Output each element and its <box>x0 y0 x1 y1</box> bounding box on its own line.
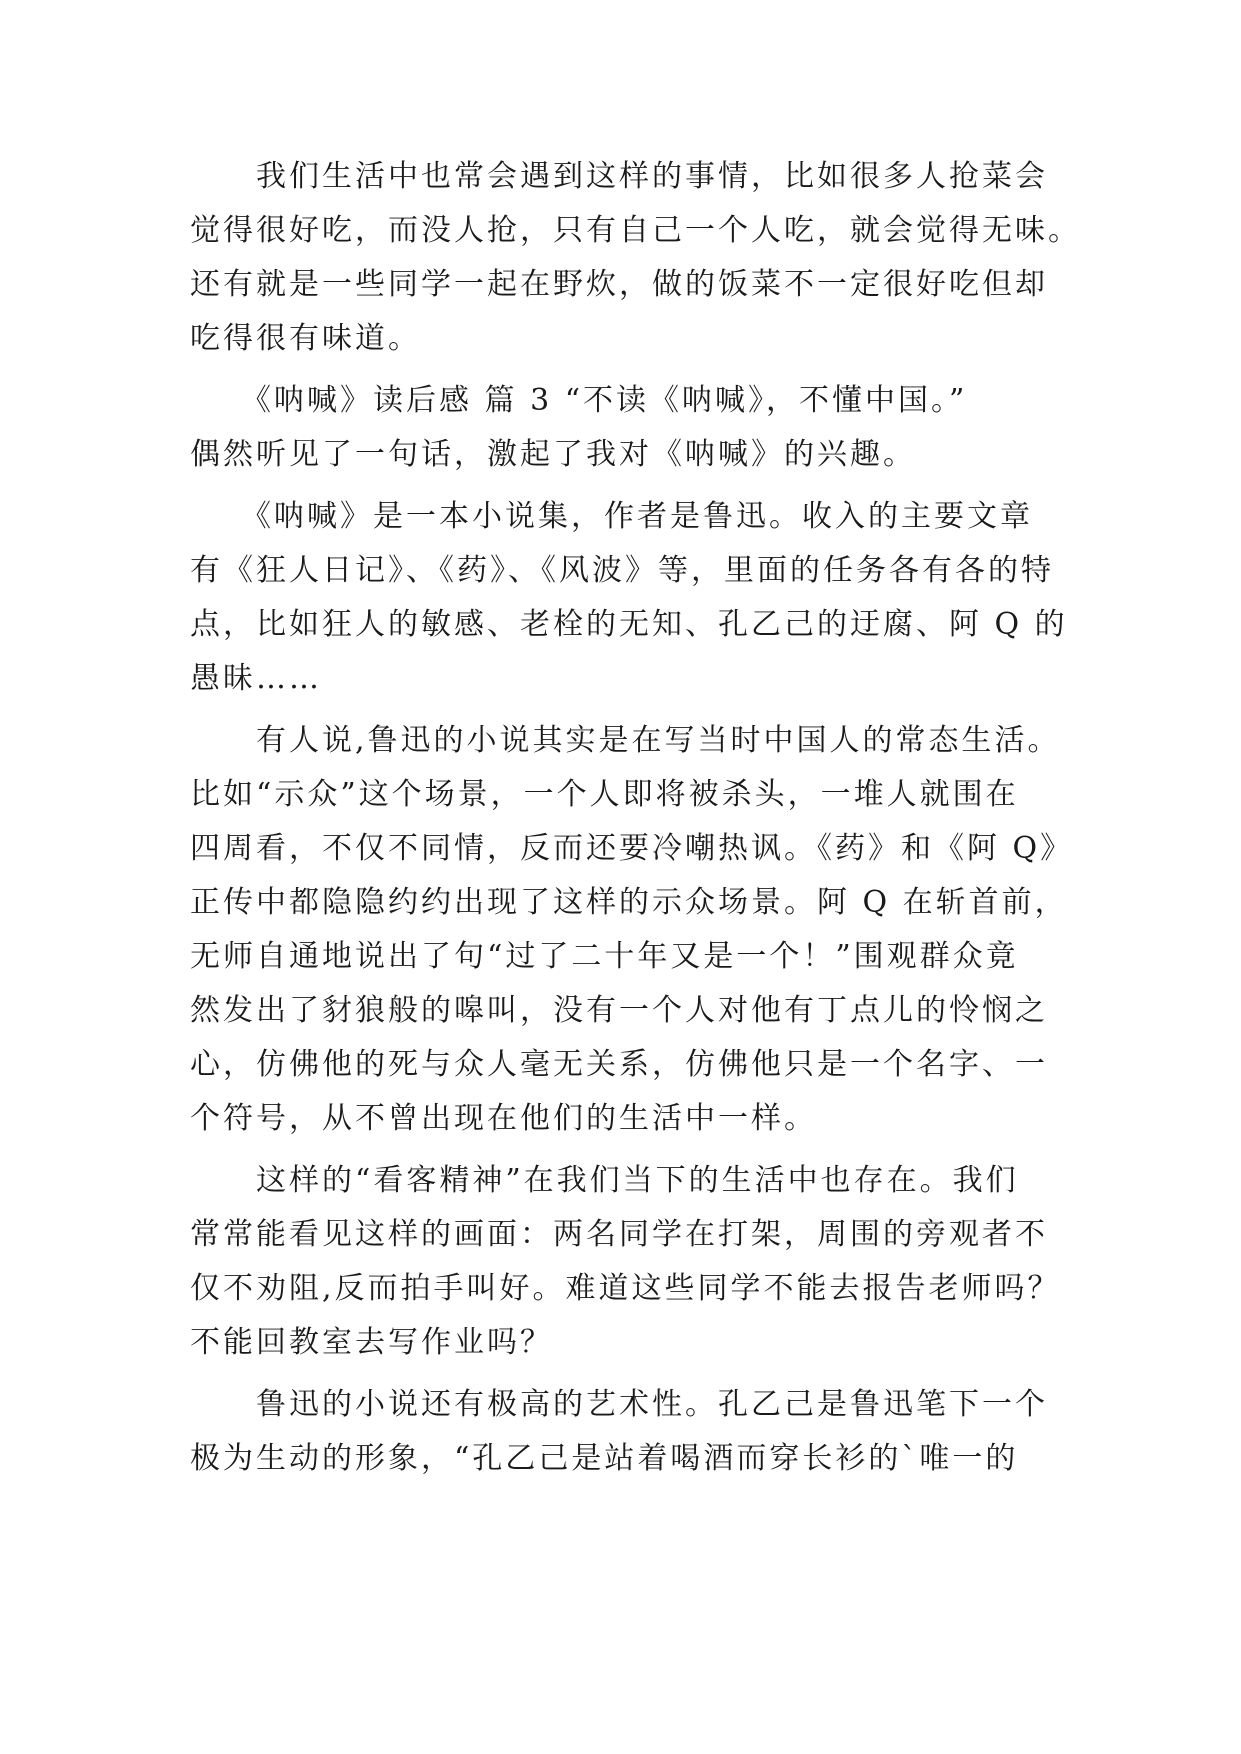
paragraph-gap <box>190 1146 1050 1154</box>
text-line: 正传中都隐隐约约出现了这样的示众场景。阿 Q 在斩首前， <box>190 885 1068 920</box>
text-line: 愚昧…… <box>190 661 322 696</box>
paragraph <box>190 1378 1050 1486</box>
text-line: 觉得很好吃，而没人抢，只有自己一个人吃，就会觉得无味。 <box>190 213 1081 248</box>
text-line: 极为生动的形象，“孔乙己是站着喝酒而穿长衫的`唯一的 <box>190 1441 1019 1476</box>
text-line: 四周看，不仅不同情，反而还要冷嘲热讽。《药》和《阿 Q》 <box>190 831 1074 866</box>
section-heading-line: 《呐喊》读后感 篇 3 “不读《呐喊》，不懂中国。” <box>190 383 968 418</box>
document-body <box>190 150 1081 1486</box>
text-line: 常常能看见这样的画面：两名同学在打架，周围的旁观者不 <box>190 1217 1048 1252</box>
text-line: 这样的“看客精神”在我们当下的生活中也存在。我们 <box>190 1163 1019 1198</box>
text-line: 偶然听见了一句话，激起了我对《呐喊》的兴趣。 <box>190 437 916 472</box>
paragraph-gap <box>190 366 1050 374</box>
text-line: 有《狂人日记》、《药》、《风波》等，里面的任务各有各的特 <box>190 553 1054 588</box>
paragraph <box>190 490 1068 706</box>
text-line: 有人说,鲁迅的小说其实是在写当时中国人的常态生活。 <box>190 723 1061 758</box>
text-line: 然发出了豺狼般的嗥叫，没有一个人对他有丁点儿的怜悯之 <box>190 993 1048 1028</box>
text-line: 比如“示众”这个场景，一个人即将被杀头，一堆人就围在 <box>190 777 1019 812</box>
paragraph <box>190 714 1074 1146</box>
text-line: 不能回教室去写作业吗？ <box>190 1325 553 1360</box>
text-line: 仅不劝阻,反而拍手叫好。难道这些同学不能去报告老师吗？ <box>190 1271 1061 1306</box>
text-line: 无师自通地说出了句“过了二十年又是一个！”围观群众竟 <box>190 939 1019 974</box>
text-line: 心，仿佛他的死与众人毫无关系，仿佛他只是一个名字、一 <box>190 1047 1048 1082</box>
paragraph-gap <box>190 706 1050 714</box>
text-line: 吃得很有味道。 <box>190 321 421 356</box>
text-line: 点，比如狂人的敏感、老栓的无知、孔乙己的迂腐、阿 Q 的 <box>190 607 1068 642</box>
paragraph <box>190 150 1081 366</box>
paragraph-gap <box>190 482 1050 490</box>
text-line: 还有就是一些同学一起在野炊，做的饭菜不一定很好吃但却 <box>190 267 1048 302</box>
paragraph-gap <box>190 1370 1050 1378</box>
text-line: 我们生活中也常会遇到这样的事情，比如很多人抢菜会 <box>190 159 1048 194</box>
paragraph <box>190 374 1050 482</box>
text-line: 个符号，从不曾出现在他们的生活中一样。 <box>190 1101 817 1136</box>
paragraph <box>190 1154 1061 1370</box>
text-line: 鲁迅的小说还有极高的艺术性。孔乙己是鲁迅笔下一个 <box>190 1387 1048 1422</box>
text-line: 《呐喊》是一本小说集，作者是鲁迅。收入的主要文章 <box>190 499 1033 534</box>
